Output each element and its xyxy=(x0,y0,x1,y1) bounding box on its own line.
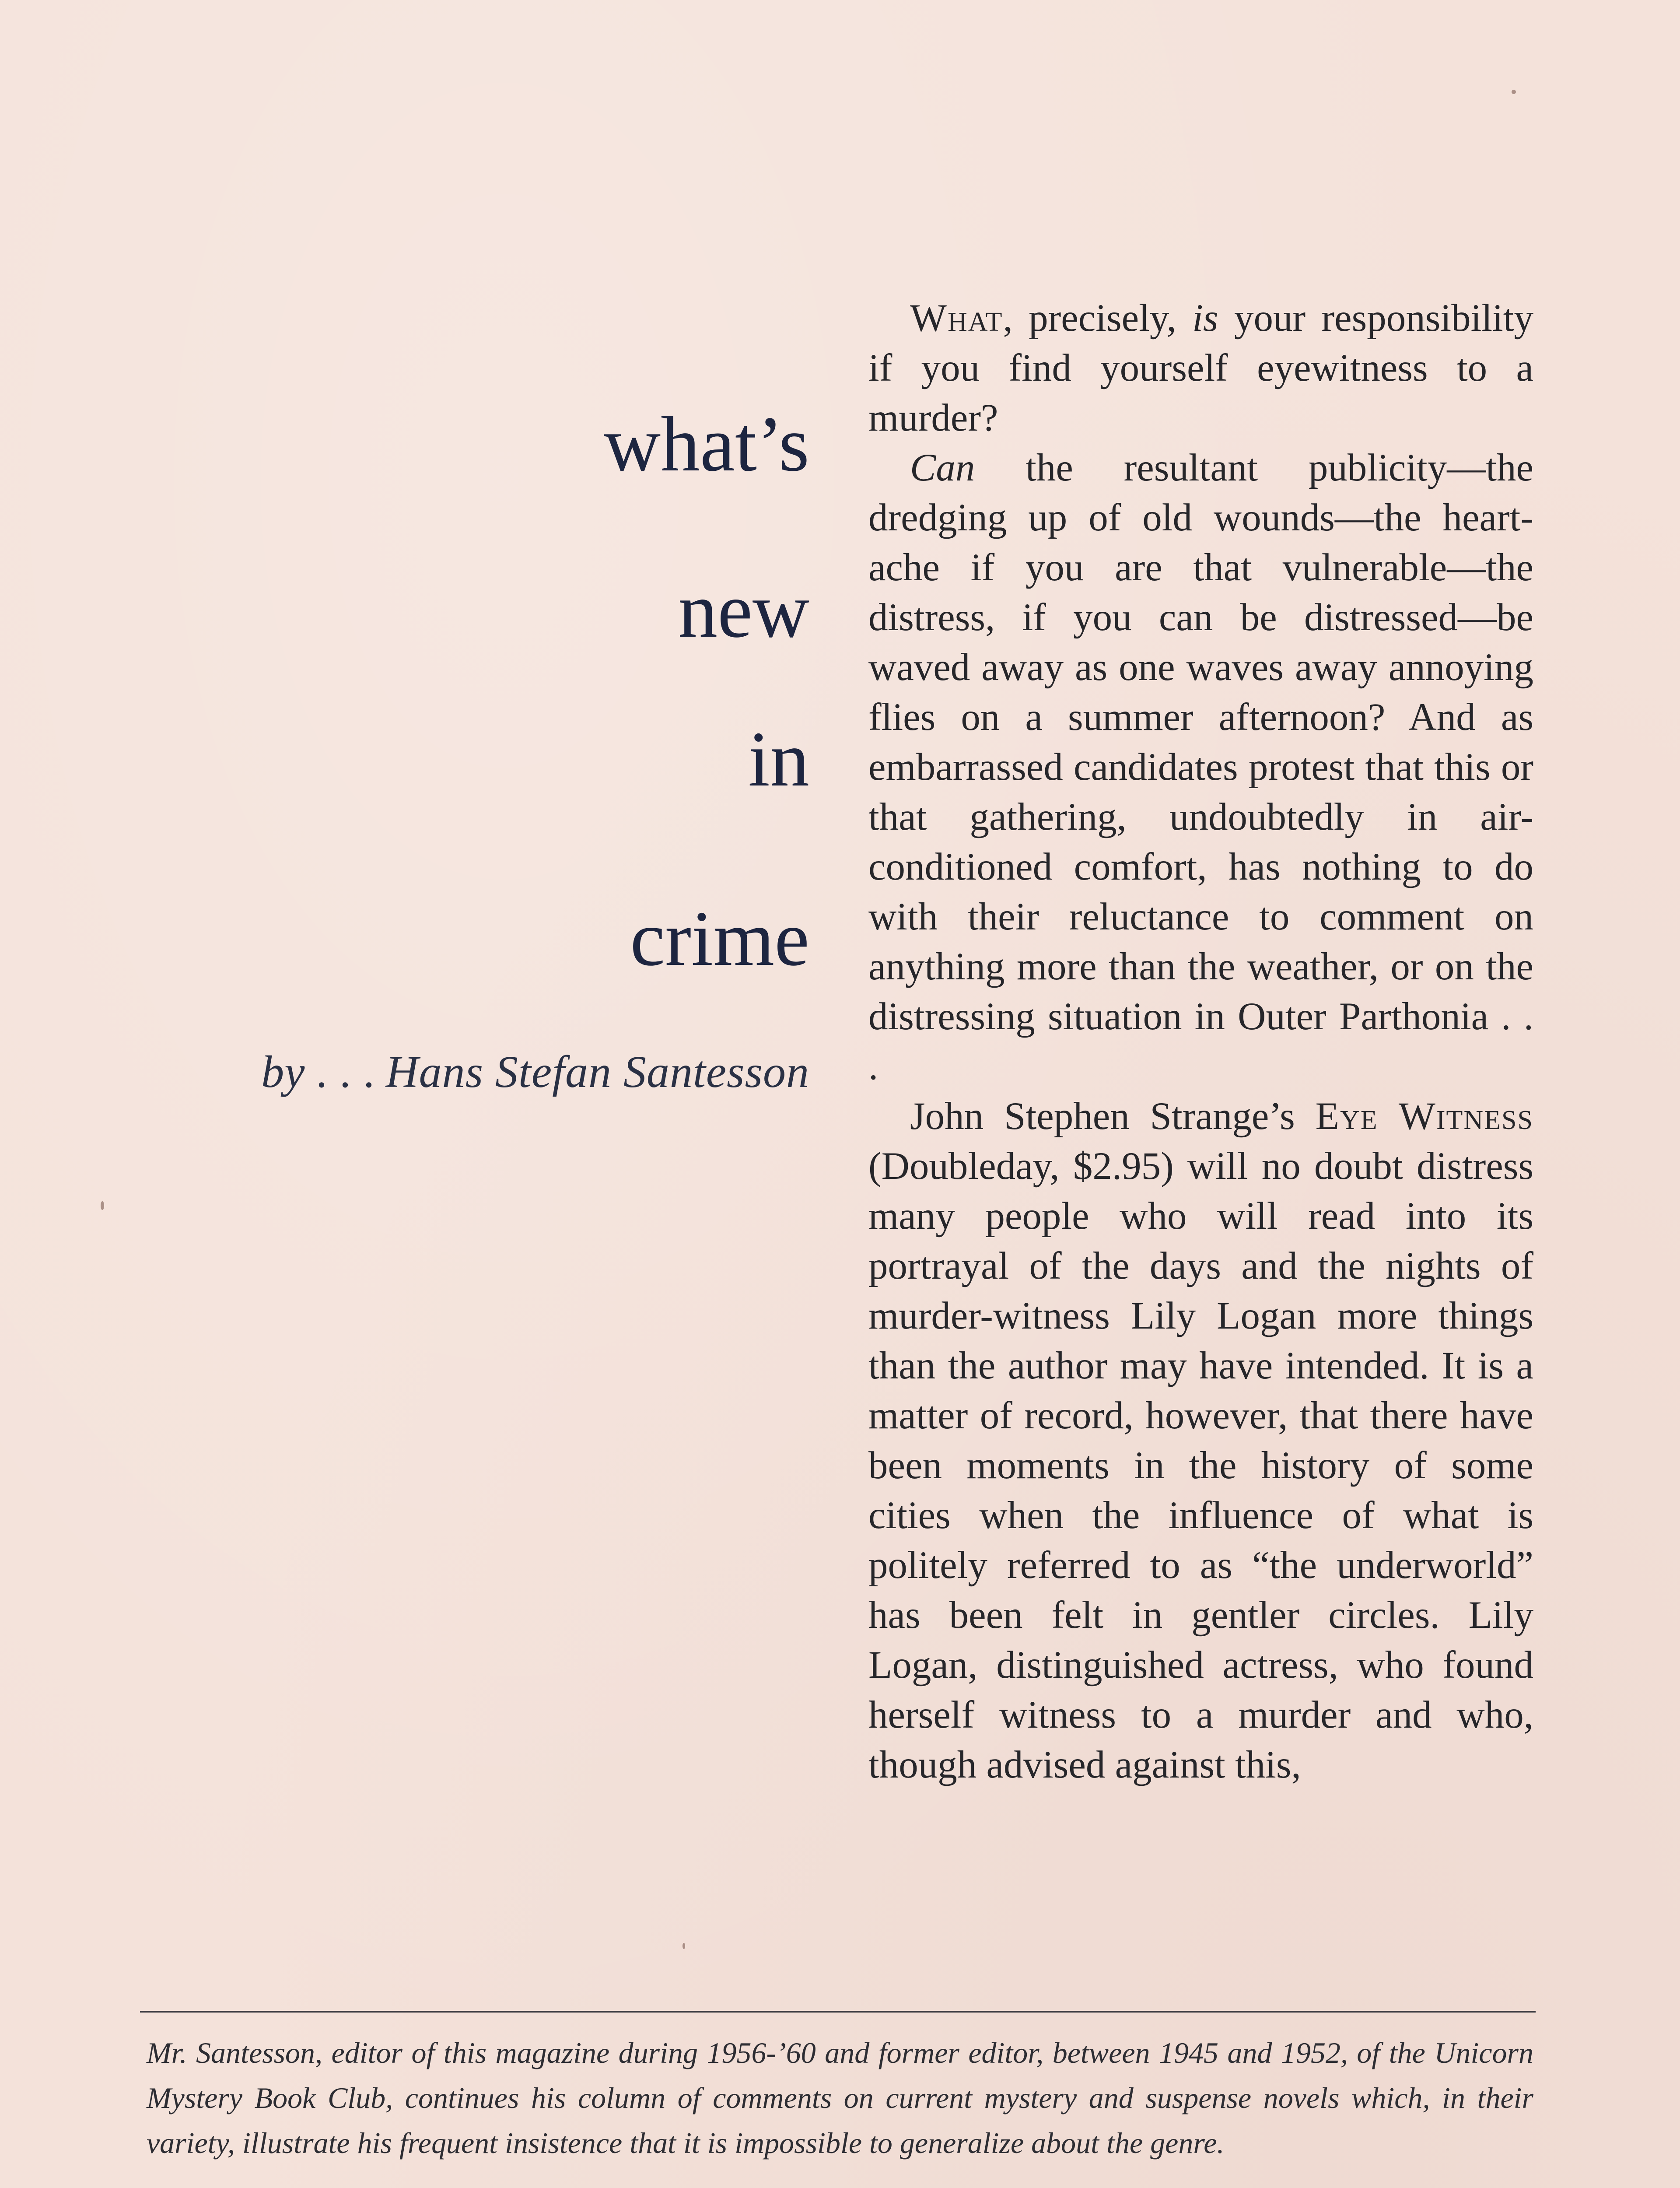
editor-footnote: Mr. Santesson, editor of this magazine during 1956-’60 and former editor, between 1945 and 1952, of the Unicorn Mystery Book Club, continues his column of comments on current mystery and suspense novels which, in their variety, illustrate his frequent insistence that it is impossible to generalize about the genre. xyxy=(147,2036,1533,2160)
paragraph-3-rest: (Doubleday, $2.95) will no doubt distress many people who will read into its portrayal of the days and the nights of murder-witness Lily Logan more things than the author may have intended. It is a matter of record, however, that there have been moments in the history of some cities when the influence of what is politely referred to as “the underworld” has been felt in gentler circles. Lily Logan, distinguished actress, who found herself witness to a murder and who, though advised against this, xyxy=(868,1145,1533,1786)
byline-author: Hans Stefan Santesson xyxy=(385,1047,809,1097)
paragraph-2 xyxy=(868,443,1533,1091)
paragraph-2-rest: the resultant publicity—the dredging up of old wounds—the heart-ache if you are that vulnerable—the distress, if you can be distressed—be waved away as one waves away annoying flies on a summer afternoon? And as embarrassed candidates protest that this or that gathering, undoubtedly in air-conditioned comfort, has nothing to do with their reluctance to comment on anything more than the weather, or on the distressing situation in Outer Parthonia . . . xyxy=(868,446,1533,1088)
paragraph-1-after-lead: , precisely, xyxy=(1003,297,1193,340)
footnote-top-rule xyxy=(140,2011,1536,2013)
paragraph-1-emphasis: is xyxy=(1192,297,1218,340)
paragraph-1-rest: your responsibility if you find yourself eyewitness to a murder? xyxy=(868,297,1533,439)
title-line-new: new xyxy=(678,567,809,654)
paper-speck xyxy=(1512,90,1516,94)
paper-speck xyxy=(101,1201,104,1210)
title-line-whats: what’s xyxy=(604,400,809,487)
article-body xyxy=(868,293,1533,1790)
paragraph-1 xyxy=(868,293,1533,443)
paragraph-3-start: John Stephen Strange’s xyxy=(910,1095,1316,1138)
title-line-crime: crime xyxy=(630,895,809,982)
paper-speck xyxy=(682,1943,685,1949)
book-title: Eye Witness xyxy=(1315,1095,1533,1138)
paragraph-2-lead: Can xyxy=(910,446,975,489)
title-line-in: in xyxy=(748,715,809,803)
paragraph-1-lead: What xyxy=(910,297,1003,340)
byline-prefix: by . . . xyxy=(261,1047,376,1097)
paragraph-3 xyxy=(868,1091,1533,1790)
byline xyxy=(261,1046,809,1098)
